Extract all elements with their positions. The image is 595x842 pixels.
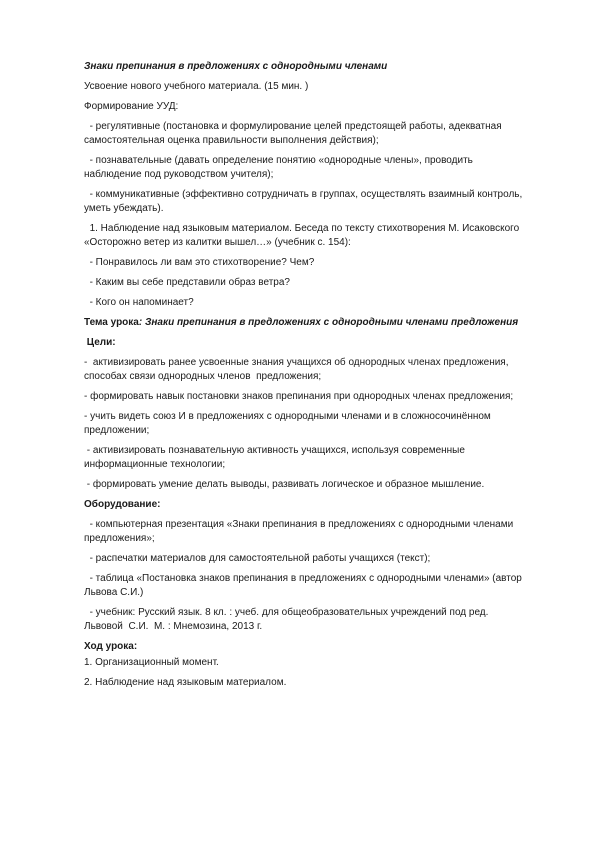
- observation-paragraph: 1. Наблюдение над языковым материалом. Беседа по тексту стихотворения М. Исаковского «Осторожно ветер из калитки вышел…» (учебник с. 154):: [84, 223, 522, 248]
- uud-item: - коммуникативные (эффективно сотрудничать в группах, осуществлять взаимный контроль, уметь убеждать).: [84, 189, 526, 214]
- document-body: [84, 60, 524, 696]
- uud-heading: Формирование УУД:: [84, 101, 179, 112]
- goal-item: - формировать навык постановки знаков препинания при однородных членах предложения;: [84, 391, 514, 402]
- question-item: - Понравилось ли вам это стихотворение? Чем?: [84, 257, 315, 268]
- uud-item: - познавательные (давать определение понятию «однородные члены», проводить наблюдение под руководством учителя);: [84, 155, 476, 180]
- goal-item: - формировать умение делать выводы, развивать логическое и образное мышление.: [84, 479, 485, 490]
- equipment-item: - таблица «Постановка знаков препинания в предложениях с однородными членами» (автор Львова С.И.): [84, 573, 525, 598]
- equipment-heading: Оборудование:: [84, 499, 161, 510]
- equipment-item: - учебник: Русский язык. 8 кл. : учеб. для общеобразовательных учреждений под ред. Львовой С.И. М. : Мнемозина, 2013 г.: [84, 607, 492, 632]
- intro-line: Усвоение нового учебного материала. (15 мин. ): [84, 81, 309, 92]
- course-item: 2. Наблюдение над языковым материалом.: [84, 677, 287, 688]
- topic-label: Тема урока: [84, 317, 139, 328]
- uud-item: - регулятивные (постановка и формулирование целей предстоящей работы, адекватная самостоятельная оценка правильности выполнения действия);: [84, 121, 505, 146]
- goal-item: - активизировать познавательную активность учащихся, используя современные информационные технологии;: [84, 445, 468, 470]
- equipment-item: - распечатки материалов для самостоятельной работы учащихся (текст);: [84, 553, 431, 564]
- document-title: Знаки препинания в предложениях с однородными членами: [84, 61, 388, 72]
- course-heading: Ход урока:: [84, 641, 138, 652]
- topic-value: : Знаки препинания в предложениях с однородными членами предложения: [138, 317, 519, 328]
- question-item: - Кого он напоминает?: [84, 297, 194, 308]
- course-item: 1. Организационный момент.: [84, 657, 219, 668]
- goals-heading: Цели:: [84, 337, 116, 348]
- question-item: - Каким вы себе представили образ ветра?: [84, 277, 290, 288]
- goal-item: - учить видеть союз И в предложениях с однородными членами и в сложносочинённом предложении;: [84, 411, 494, 436]
- topic-heading: [84, 316, 524, 330]
- goal-item: - активизировать ранее усвоенные знания учащихся об однородных членах предложения, способах связи однородных членов предложения;: [84, 357, 512, 382]
- equipment-item: - компьютерная презентация «Знаки препинания в предложениях с однородными членами предложения»;: [84, 519, 516, 544]
